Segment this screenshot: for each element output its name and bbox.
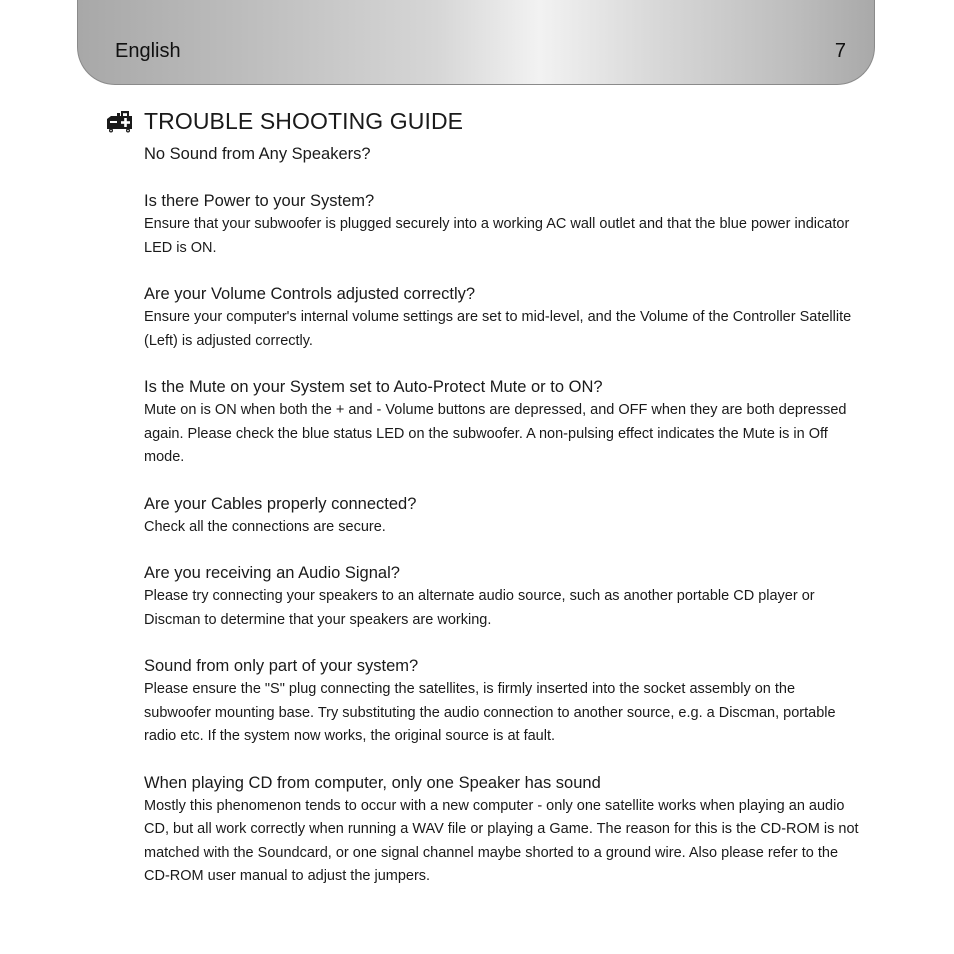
page-header <box>77 0 875 85</box>
faq-answer: Mute on is ON when both the + and - Volume buttons are depressed, and OFF when they are both depressed again. Please check the blue status LED on the subwoofer. A non-pulsing effect indicates the Mute is in Off mode. <box>144 402 847 465</box>
trouble-shooting-content <box>144 143 864 912</box>
faq-answer: Check all the connections are secure. <box>144 518 386 535</box>
faq-section <box>144 493 864 540</box>
faq-question: Are your Cables properly connected? <box>144 494 417 513</box>
page-number: 7 <box>834 40 846 62</box>
faq-answer: Please ensure the "S" plug connecting the satellites, is firmly inserted into the socket assembly on the subwoofer mounting base. Try substituting the audio connection to another source, e.g. a Discman, portable radio etc. If the system now works, the original source is at fault. <box>144 681 836 744</box>
faq-section <box>144 562 864 632</box>
faq-question: Is the Mute on your System set to Auto-Protect Mute or to ON? <box>144 378 603 396</box>
faq-answer: Ensure that your subwoofer is plugged securely into a working AC wall outlet and that the blue power indicator LED is ON. <box>144 216 850 256</box>
faq-section <box>144 376 864 470</box>
faq-answer: Ensure your computer's internal volume settings are set to mid-level, and the Volume of the Controller Satellite (Left) is adjusted correctly. <box>144 309 852 349</box>
faq-question: Are your Volume Controls adjusted correctly? <box>144 285 476 303</box>
faq-section <box>144 283 864 353</box>
faq-question: Is there Power to your System? <box>144 192 375 210</box>
faq-question: Are you receiving an Audio Signal? <box>144 564 400 582</box>
page-title: TROUBLE SHOOTING GUIDE <box>144 108 464 134</box>
faq-section <box>144 655 864 749</box>
faq-answer: Please try connecting your speakers to an alternate audio source, such as another portable CD player or Discman to determine that your speakers are working. <box>144 588 815 628</box>
faq-section <box>144 190 864 260</box>
faq-question: When playing CD from computer, only one Speaker has sound <box>144 773 601 792</box>
intro-question: No Sound from Any Speakers? <box>144 145 371 163</box>
faq-answer: Mostly this phenomenon tends to occur with a new computer - only one satellite works when playing an audio CD, but all work correctly when running a WAV file or playing a Game. The reason for this is the CD-ROM is not matched with the Soundcard, or one signal channel maybe shorted to a ground wire. Also please refer to the CD-ROM user manual to adjust the jumpers. <box>144 797 859 884</box>
header-language: English <box>115 40 181 62</box>
faq-section <box>144 772 864 889</box>
faq-question: Sound from only part of your system? <box>144 657 419 675</box>
toolbox-icon <box>106 109 134 133</box>
